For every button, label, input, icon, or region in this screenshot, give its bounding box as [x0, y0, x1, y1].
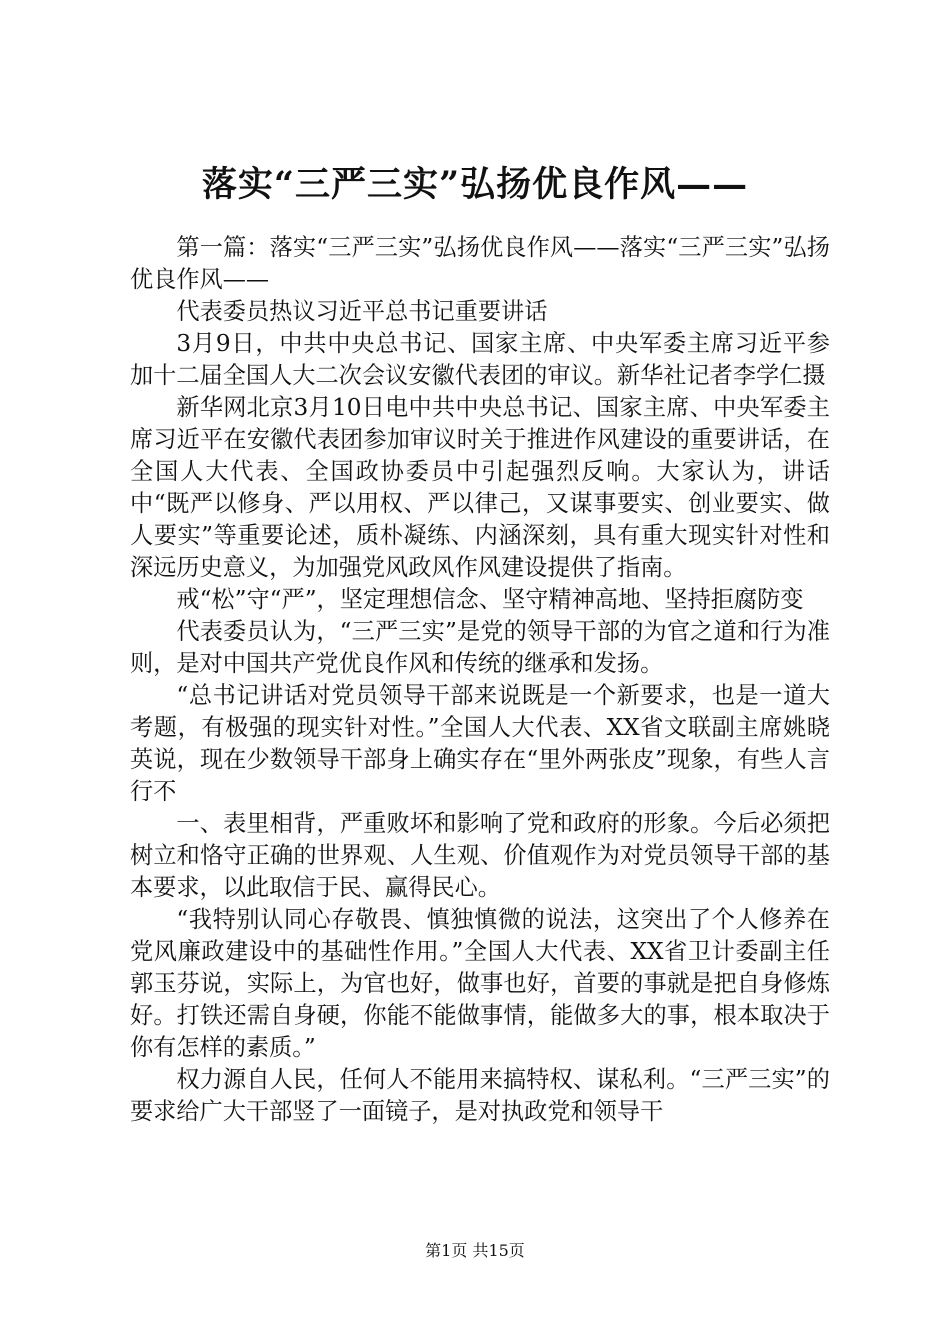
document-title: 落实“三严三实”弘扬优良作风—— [201, 164, 749, 205]
paragraph: 戒“松”守“严”，坚定理想信念、坚守精神高地、坚持拒腐防变 [176, 586, 804, 613]
document-body [130, 232, 830, 1128]
paragraph: “总书记讲话对党员领导干部来说既是一个新要求，也是一道大考题，有极强的现实针对性。”全国人大代表、XX省文联副主席姚晓英说，现在少数领导干部身上确实存在“里外两张皮”现象，有些人言行不 [130, 682, 830, 805]
paragraph: 第一篇：落实“三严三实”弘扬优良作风——落实“三严三实”弘扬优良作风—— [130, 234, 830, 293]
page-footer: 第1页 共15页 [425, 1241, 525, 1260]
paragraph: 代表委员热议习近平总书记重要讲话 [176, 298, 548, 325]
paragraph: “我特别认同心存敬畏、慎独慎微的说法，这突出了个人修养在党风廉政建设中的基础性作用。”全国人大代表、XX省卫计委副主任郭玉芬说，实际上，为官也好，做事也好，首要的事就是把自身修炼好。打铁还需自身硬，你能不能做事情，能做多大的事，根本取决于你有怎样的素质。” [130, 906, 830, 1061]
paragraph: 代表委员认为，“三严三实”是党的领导干部的为官之道和行为准则，是对中国共产党优良作风和传统的继承和发扬。 [130, 618, 830, 677]
paragraph: 一、表里相背，严重败坏和影响了党和政府的形象。今后必须把树立和恪守正确的世界观、人生观、价值观作为对党员领导干部的基本要求，以此取信于民、赢得民心。 [130, 810, 830, 901]
paragraph: 3月9日，中共中央总书记、国家主席、中央军委主席习近平参加十二届全国人大二次会议安徽代表团的审议。新华社记者李学仁摄 [130, 330, 830, 389]
paragraph: 权力源自人民，任何人不能用来搞特权、谋私利。“三严三实”的要求给广大干部竖了一面镜子，是对执政党和领导干 [130, 1066, 830, 1125]
paragraph: 新华网北京3月10日电中共中央总书记、国家主席、中央军委主席习近平在安徽代表团参加审议时关于推进作风建设的重要讲话，在全国人大代表、全国政协委员中引起强烈反响。大家认为，讲话中“既严以修身、严以用权、严以律己，又谋事要实、创业要实、做人要实”等重要论述，质朴凝练、内涵深刻，具有重大现实针对性和深远历史意义，为加强党风政风作风建设提供了指南。 [130, 394, 830, 581]
